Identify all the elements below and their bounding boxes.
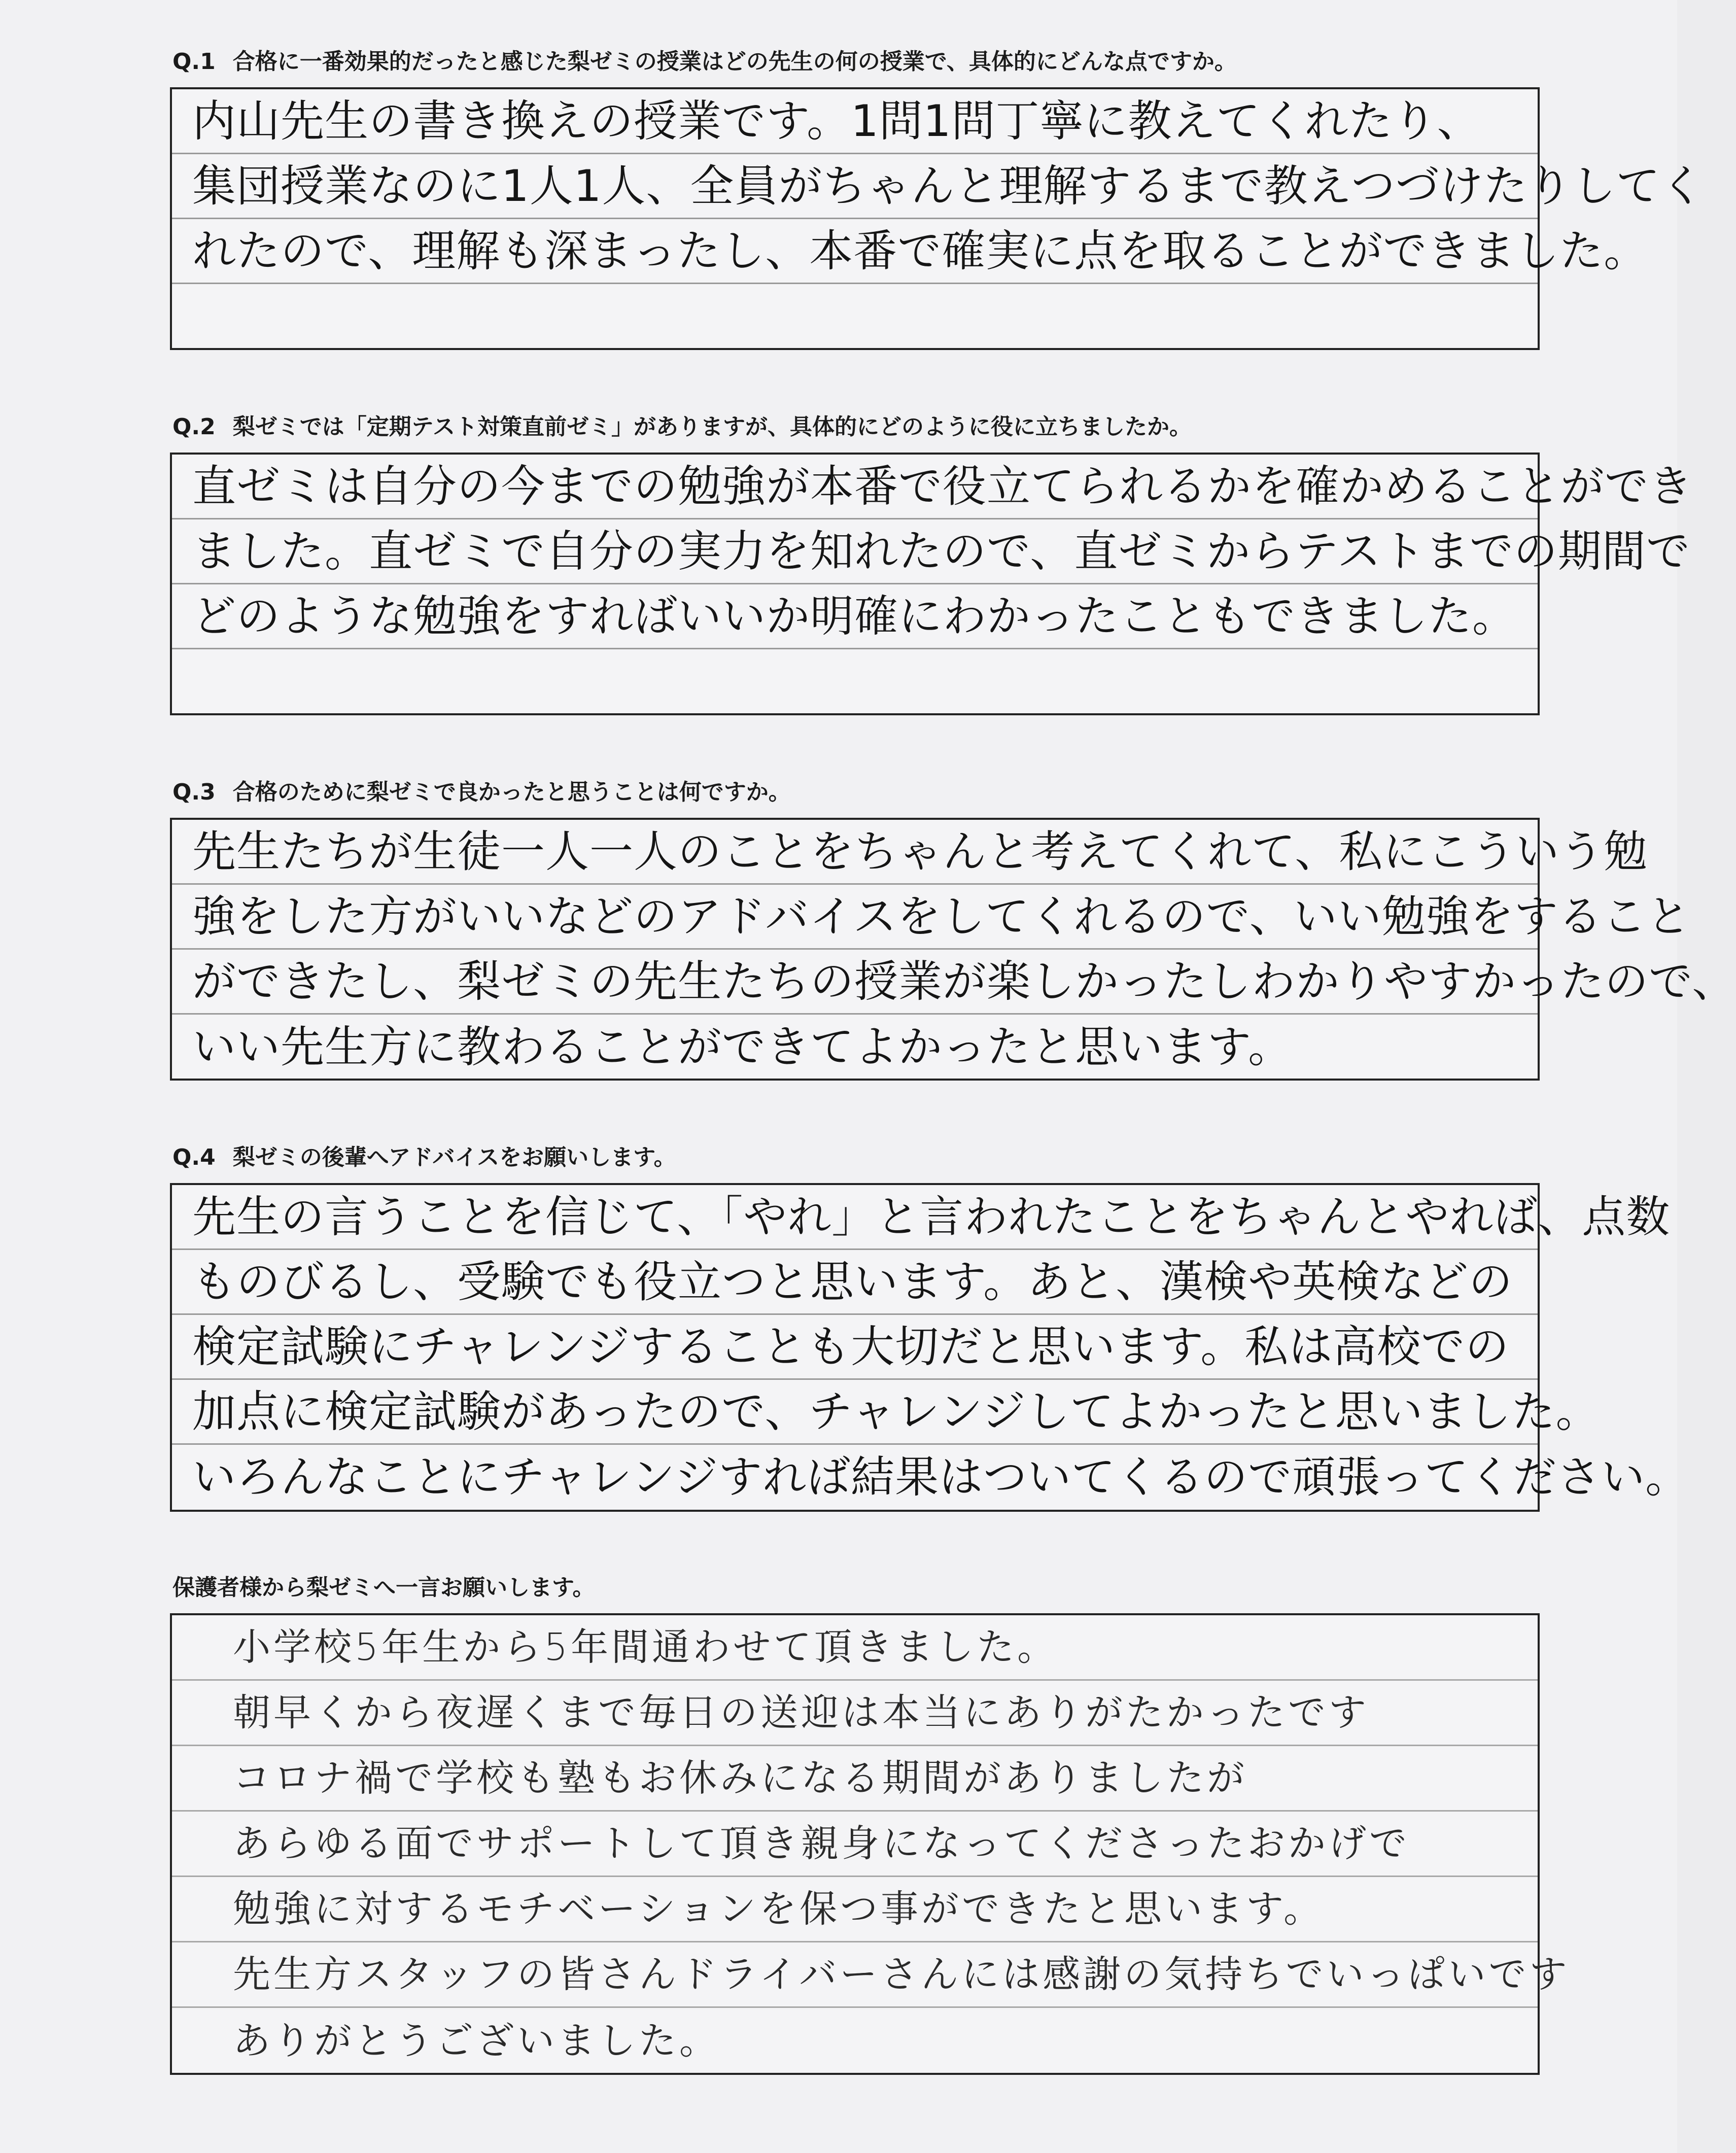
q2-answer-line-3 (172, 584, 1538, 649)
q1-answer-box (170, 87, 1705, 350)
q2-prompt: 梨ゼミでは「定期テスト対策直前ゼミ」がありますが、具体的にどのように役に立ちましたか。 (232, 414, 1192, 440)
parent-answer-line-4 (172, 1812, 1538, 1877)
q3-answer-box (170, 818, 1736, 1081)
q4-answer-text-5: いろんなことにチャレンジすれば結果はついてくるので頑張ってください。 (192, 1452, 1690, 1503)
q2-answer-line-2 (172, 519, 1690, 584)
q4-answer-line-1 (172, 1185, 1671, 1250)
q2-answer-line-4 (172, 649, 1538, 714)
parent-answer-text-3: コロナ禍で学校も塾もお休みになる期間がありましたが (233, 1756, 1247, 1800)
parent-answer-line-3 (172, 1746, 1538, 1812)
q3-prompt: 合格のために梨ゼミで良かったと思うことは何ですか。 (232, 779, 791, 805)
parent-answer-line-2 (172, 1681, 1538, 1746)
q1-answer-line-4 (172, 284, 1538, 349)
q4-answer-line-4 (172, 1380, 1600, 1445)
parent-answer-text-1: 小学校5年生から5年間通わせて頂きました。 (233, 1625, 1058, 1669)
q4-answer-text-1: 先生の言うことを信じて、「やれ」と言われたことをちゃんとやれば、点数 (192, 1191, 1671, 1242)
q3-answer-text-3: ができたし、梨ゼミの先生たちの授業が楽しかったしわかりやすかったので、 (192, 956, 1736, 1007)
q1-number: Q.1 (172, 49, 216, 75)
q3-number: Q.3 (172, 779, 216, 805)
q3-answer-text-2: 強をした方がいいなどのアドバイスをしてくれるので、いい勉強をすること (192, 891, 1691, 942)
q4-answer-line-2 (172, 1250, 1538, 1315)
q1-answer-text-3: れたので、理解も深まったし、本番で確実に点を取ることができました。 (192, 225, 1648, 276)
parent-prompt: 保護者様から梨ゼミへ一言お願いします。 (172, 1575, 595, 1601)
q3-answer-line-3 (172, 950, 1736, 1015)
parent-answer-text-6: 先生方スタッフの皆さんドライバーさんには感謝の気持ちでいっぱいです (233, 1953, 1570, 1996)
q4-label (172, 1142, 1542, 1173)
q2-answer-box (170, 453, 1693, 715)
q1-answer-line-1 (172, 89, 1538, 154)
q2-answer-line-1 (172, 455, 1693, 519)
parent-label (172, 1573, 1542, 1603)
parent-answer-line-5 (172, 1877, 1538, 1942)
q4-answer-text-4: 加点に検定試験があったので、チャレンジしてよかったと思いました。 (192, 1386, 1600, 1437)
q4-prompt: 梨ゼミの後輩へアドバイスをお願いします。 (232, 1144, 676, 1170)
q1-answer-text-2: 集団授業なのに1人1人、全員がちゃんと理解するまで教えつづけたりしてく (192, 160, 1705, 212)
parent-answer-text-2: 朝早くから夜遅くまで毎日の送迎は本当にありがたかったです (233, 1691, 1369, 1734)
q1-answer-line-3 (172, 219, 1648, 284)
q2-number: Q.2 (172, 414, 216, 440)
q4-answer-text-3: 検定試験にチャレンジすることも大切だと思います。私は高校での (192, 1321, 1510, 1372)
q3-answer-line-2 (172, 885, 1691, 950)
parent-answer-line-6 (172, 1942, 1570, 2008)
q2-answer-text-1: 直ゼミは自分の今までの勉強が本番で役立てられるかを確かめることができ (192, 461, 1693, 512)
q3-answer-text-1: 先生たちが生徒一人一人のことをちゃんと考えてくれて、私にこういう勉 (192, 826, 1648, 877)
q1-label (172, 47, 1542, 77)
parent-answer-box (170, 1613, 1570, 2075)
parent-answer-text-4: あらゆる面でサポートして頂き親身になってくださったおかげで (233, 1822, 1410, 1865)
parent-answer-line-1 (172, 1615, 1538, 1681)
parent-answer-line-7 (172, 2008, 1538, 2073)
q1-answer-text-1: 内山先生の書き換えの授業です。1問1問丁寧に教えてくれたり、 (192, 95, 1481, 147)
q2-answer-text-2: ました。直ゼミで自分の実力を知れたので、直ゼミからテストまでの期間で (192, 526, 1690, 577)
q1-answer-line-2 (172, 154, 1705, 219)
q4-answer-line-3 (172, 1315, 1538, 1380)
q4-answer-line-5 (172, 1445, 1690, 1510)
q3-answer-line-1 (172, 820, 1648, 885)
q4-answer-text-2: ものびるし、受験でも役立つと思います。あと、漢検や英検などの (192, 1256, 1513, 1307)
parent-answer-text-5: 勉強に対するモチベーションを保つ事ができたと思います。 (233, 1887, 1325, 1931)
q3-answer-text-4: いい先生方に教わることができてよかったと思います。 (192, 1022, 1293, 1072)
q1-prompt: 合格に一番効果的だったと感じた梨ゼミの授業はどの先生の何の授業で、具体的にどんな点ですか。 (232, 49, 1237, 75)
q3-answer-line-4 (172, 1015, 1538, 1080)
q4-answer-box (170, 1183, 1690, 1512)
q4-number: Q.4 (172, 1144, 216, 1170)
q2-label (172, 412, 1542, 442)
q3-label (172, 777, 1542, 808)
parent-answer-text-7: ありがとうございました。 (233, 2019, 720, 2063)
q2-answer-text-3: どのような勉強をすればいいか明確にわかったこともできました。 (192, 591, 1516, 642)
